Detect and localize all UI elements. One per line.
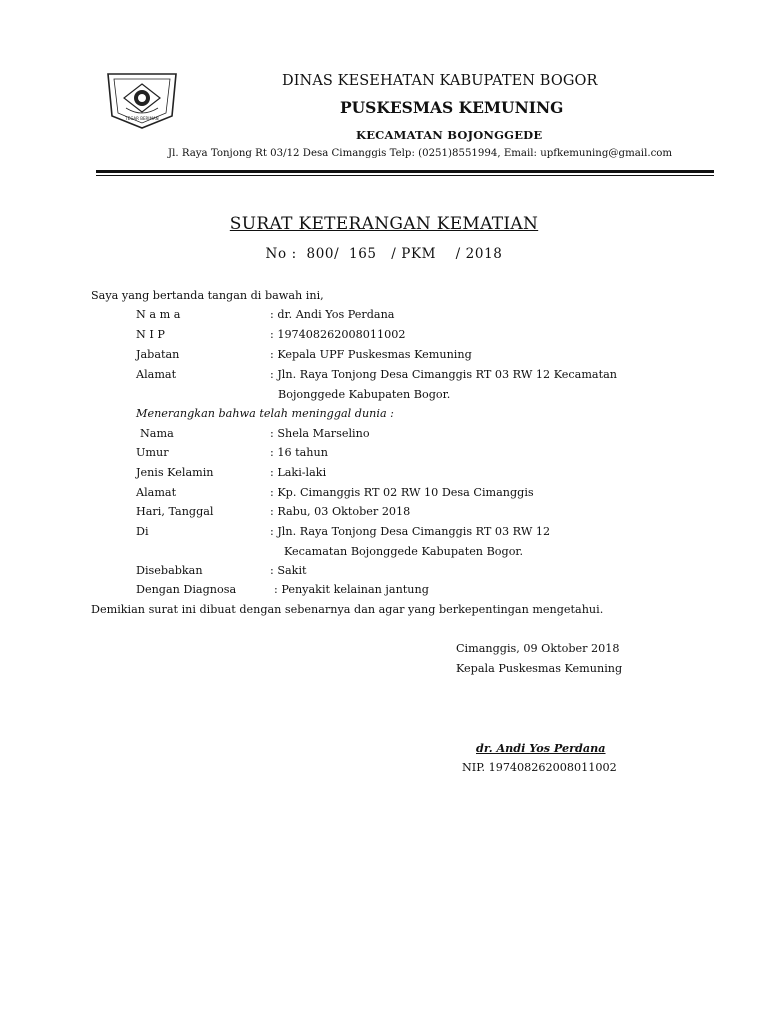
signer-position-label: Jabatan — [136, 348, 180, 361]
document-title: SURAT KETERANGAN KEMATIAN — [229, 214, 539, 234]
cause-label: Disebabkan — [136, 564, 203, 577]
deceased-name-label: Nama — [140, 427, 174, 440]
deceased-age-label: Umur — [136, 446, 169, 459]
diagnosis-value: : Penyakit kelainan jantung — [274, 583, 429, 596]
intro-text: Saya yang bertanda tangan di bawah ini, — [91, 289, 324, 302]
signature-title: Kepala Puskesmas Kemuning — [456, 662, 623, 675]
signer-name-label: N a m a — [136, 308, 181, 321]
deceased-place-label: Di — [136, 525, 149, 538]
cause-value: : Sakit — [270, 564, 307, 577]
bogor-emblem-icon — [106, 72, 178, 130]
logo-motto: TEGAR BERIMAN — [125, 116, 159, 121]
header-divider-thin — [96, 175, 714, 176]
signer-address-label: Alamat — [136, 368, 177, 381]
closing-text: Demikian surat ini dibuat dengan sebenarnya dan agar yang berkepentingan mengetahui. — [91, 603, 604, 616]
deceased-place-value-1: : Jln. Raya Tonjong Desa Cimanggis RT 03 RW 12 — [270, 525, 551, 538]
deceased-age-value: : 16 tahun — [270, 446, 328, 459]
facility-name: PUSKESMAS KEMUNING — [340, 98, 564, 117]
diagnosis-label: Dengan Diagnosa — [136, 583, 237, 596]
deceased-gender-label: Jenis Kelamin — [136, 466, 214, 479]
signer-nip-value: : 197408262008011002 — [270, 328, 406, 341]
statement-text: Menerangkan bahwa telah meninggal dunia : — [136, 407, 394, 420]
document-number: No : 800/ 165 / PKM / 2018 — [265, 246, 503, 262]
regency-logo — [106, 72, 178, 130]
header-divider-thick — [96, 170, 714, 173]
district-name: KECAMATAN BOJONGGEDE — [356, 128, 543, 142]
signer-address-value-1: : Jln. Raya Tonjong Desa Cimanggis RT 03 RW 12 Kecamatan — [270, 368, 617, 381]
signature-place-date: Cimanggis, 09 Oktober 2018 — [456, 642, 620, 655]
signer-name-value: : dr. Andi Yos Perdana — [270, 308, 395, 321]
signer-address-value-2: Bojonggede Kabupaten Bogor. — [278, 388, 451, 401]
signature-nip: NIP. 197408262008011002 — [462, 761, 617, 774]
facility-address: Jl. Raya Tonjong Rt 03/12 Desa Cimanggis Telp: (0251)8551994, Email: upfkemuning@gmail.com — [168, 148, 673, 159]
agency-name: DINAS KESEHATAN KABUPATEN BOGOR — [282, 73, 598, 89]
deceased-place-value-2: Kecamatan Bojonggede Kabupaten Bogor. — [284, 545, 524, 558]
signer-position-value: : Kepala UPF Puskesmas Kemuning — [270, 348, 472, 361]
deceased-date-value: : Rabu, 03 Oktober 2018 — [270, 505, 411, 518]
deceased-gender-value: : Laki-laki — [270, 466, 327, 479]
signer-nip-label: N I P — [136, 328, 165, 341]
deceased-name-value: : Shela Marselino — [270, 427, 370, 440]
deceased-address-label: Alamat — [136, 486, 177, 499]
deceased-date-label: Hari, Tanggal — [136, 505, 214, 518]
deceased-address-value: : Kp. Cimanggis RT 02 RW 10 Desa Cimanggis — [270, 486, 534, 499]
signature-name: dr. Andi Yos Perdana — [476, 741, 606, 755]
